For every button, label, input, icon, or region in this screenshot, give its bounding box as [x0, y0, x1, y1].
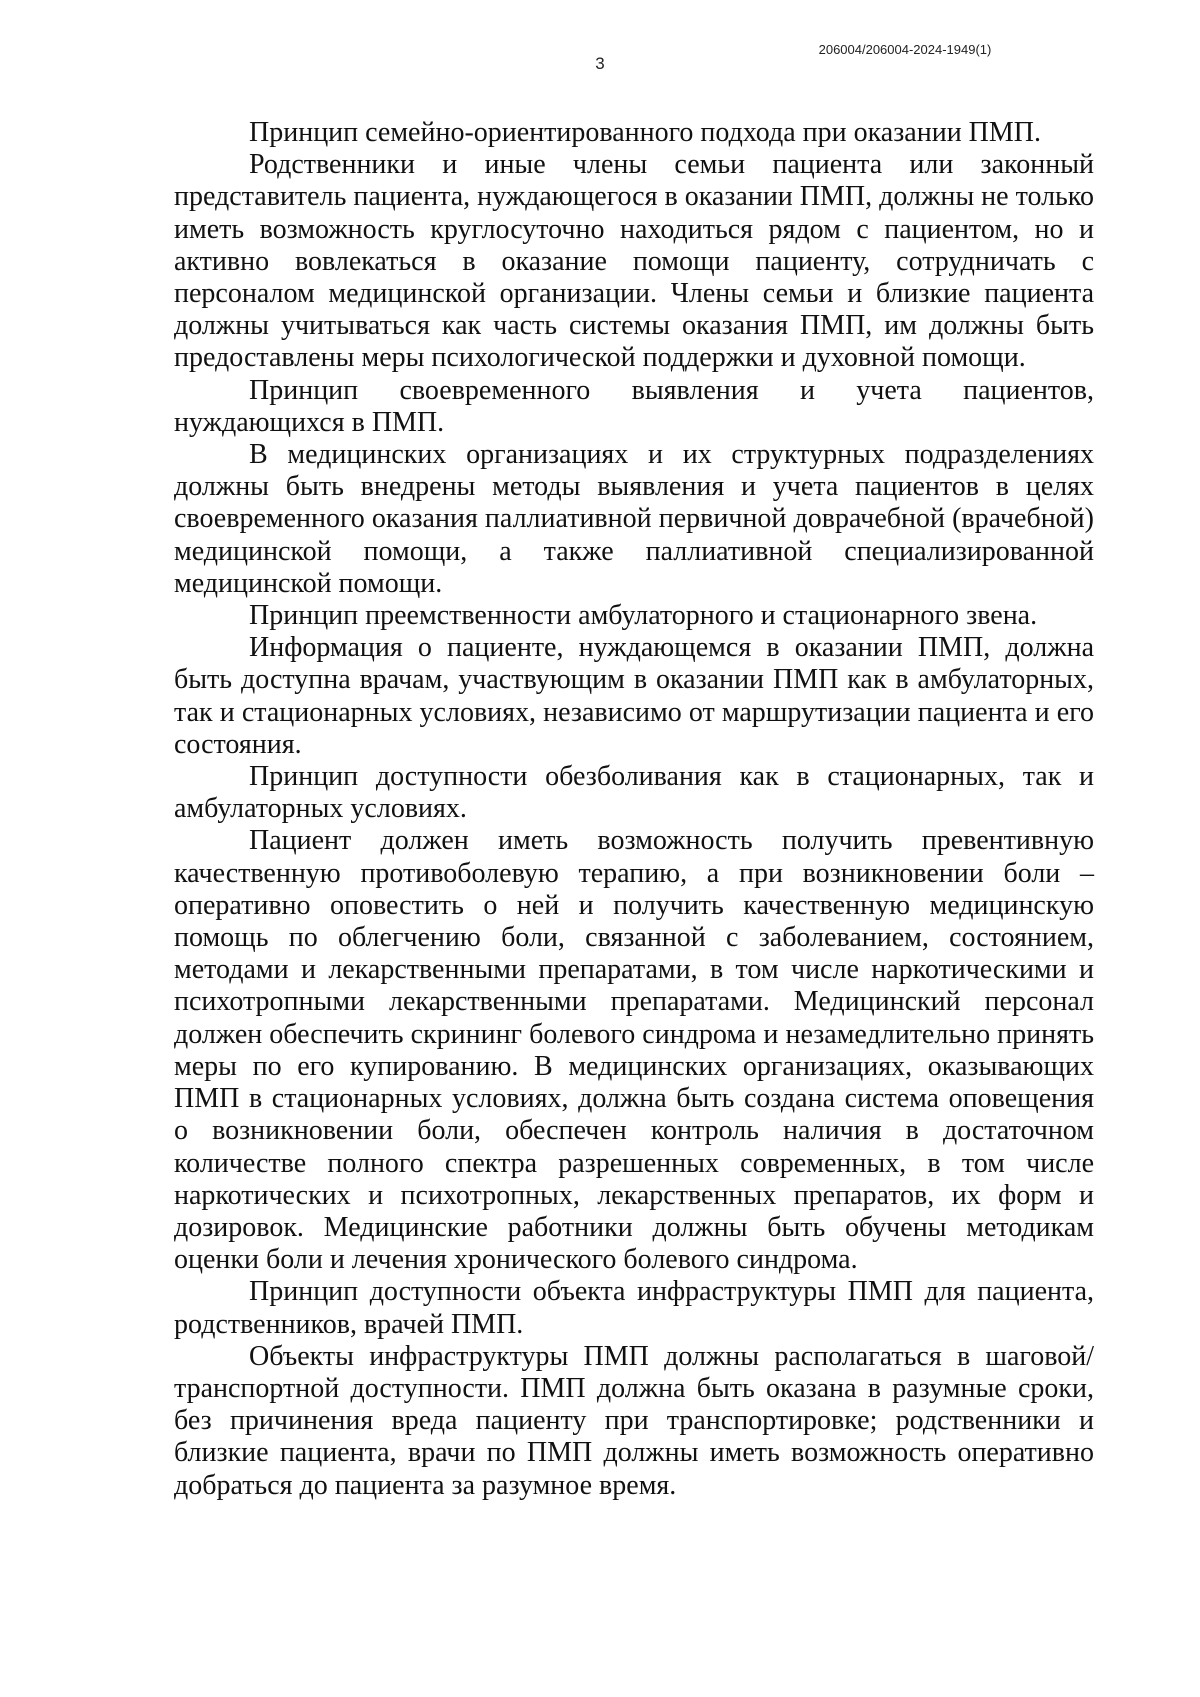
paragraph-continuity-principle: Информация о пациенте, нуждающемся в оказании ПМП, должна быть доступна врачам, участвующим в оказании ПМП как в амбулаторных, так и стационарных условиях, независимо от маршрутизации пациента и его состояния.	[174, 632, 1094, 760]
paragraph-continuity-principle-heading: Принцип преемственности амбулаторного и стационарного звена.	[249, 600, 1038, 632]
paragraph-identification-principle-heading: Принцип своевременного выявления и учета пациентов, нуждающихся в ПМП.	[174, 374, 1094, 438]
page-number: 3	[595, 54, 605, 73]
paragraph-family-principle: Родственники и иные члены семьи пациента или законный представитель пациента, нуждающегося в оказании ПМП, должны не только иметь возможность круглосуточно находиться рядом с пациентом, но и активно вовлекаться в оказание помощи пациенту, сотрудничать с персоналом медицинской организации. Члены семьи и близкие пациента должны учитываться как часть системы оказания ПМП, им должны быть предоставлены меры психологической поддержки и духовной помощи.	[174, 149, 1094, 374]
paragraph-infrastructure-principle: Объекты инфраструктуры ПМП должны располагаться в шаговой/ транспортной доступности. ПМП должна быть оказана в разумные сроки, без причинения вреда пациенту при транспортировке; родственники и близкие пациента, врачи по ПМП должны иметь возможность оперативно добраться до пациента за разумное время.	[174, 1340, 1094, 1501]
paragraph-infrastructure-principle-heading: Принцип доступности объекта инфраструктуры ПМП для пациента, родственников, врачей ПМП.	[174, 1276, 1094, 1340]
document-id: 206004/206004-2024-1949(1)	[818, 42, 992, 57]
paragraph-analgesia-principle-heading: Принцип доступности обезболивания как в стационарных, так и амбулаторных условиях.	[174, 761, 1094, 825]
paragraph-family-principle-heading: Принцип семейно-ориентированного подхода при оказании ПМП.	[249, 117, 1042, 148]
paragraph-identification-principle: В медицинских организациях и их структурных подразделениях должны быть внедрены методы выявления и учета пациентов в целях своевременного оказания паллиативной первичной доврачебной (врачебной) медицинской помощи, а также паллиативной специализированной медицинской помощи.	[174, 439, 1094, 599]
document-body	[174, 117, 1094, 1502]
paragraph-analgesia-principle: Пациент должен иметь возможность получить превентивную качественную противоболевую терапию, а при возникновении боли – оперативно оповестить о ней и получить качественную медицинскую помощь по облегчению боли, связанной с заболеванием, состоянием, методами и лекарственными препаратами, в том числе наркотическими и психотропными лекарственными препаратами. Медицинский персонал должен обеспечить скрининг болевого синдрома и незамедлительно принять меры по его купированию. В медицинских организациях, оказывающих ПМП в стационарных условиях, должна быть создана система оповещения о возникновении боли, обеспечен контроль наличия в достаточном количестве полного спектра разрешенных современных, в том числе наркотических и психотропных, лекарственных препаратов, их форм и дозировок. Медицинские работники должны быть обучены методикам оценки боли и лечения хронического болевого синдрома.	[174, 825, 1094, 1276]
